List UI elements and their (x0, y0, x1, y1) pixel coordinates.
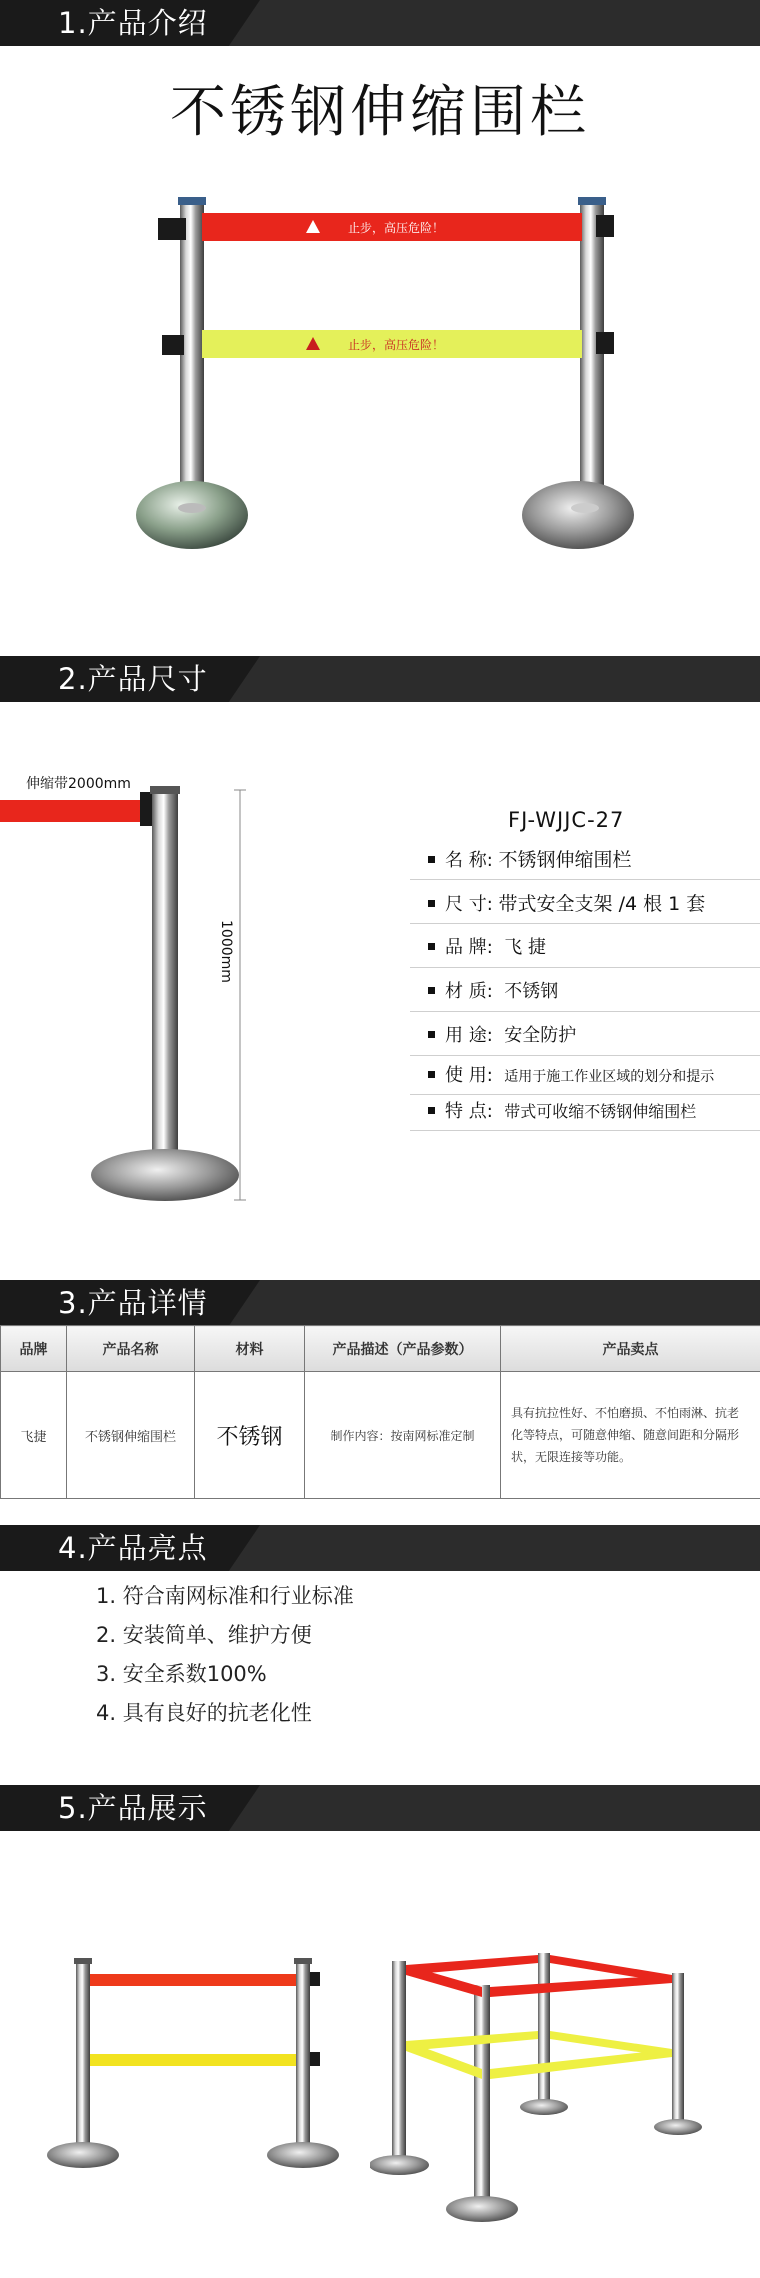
table-header-row (1, 1326, 760, 1372)
yellow-tape-text: 止步，高压危险！ (348, 338, 445, 352)
spec-value: 适用于施工作业区域的划分和提示 (504, 1069, 715, 1085)
showcase-yellow-tape (550, 2031, 672, 2057)
spec-label: 用 途: (445, 1025, 493, 1046)
header-brand: 品牌 (1, 1326, 67, 1372)
spec-divider (410, 1011, 760, 1012)
header-product-name: 产品名称 (67, 1326, 195, 1372)
bullet (428, 987, 435, 994)
spec-label: 特 点: (445, 1101, 493, 1122)
right-post (522, 197, 634, 549)
bullet (428, 943, 435, 950)
spec-label: 使 用: (445, 1065, 493, 1086)
header-material: 材料 (195, 1326, 305, 1372)
cell-product-name: 不锈钢伸缩围栏 (67, 1372, 195, 1499)
section-header-showcase (0, 1785, 760, 1831)
spec-divider (410, 923, 760, 924)
spec-divider (410, 1130, 760, 1131)
spec-divider (410, 967, 760, 968)
spec-label: 尺 寸: (445, 894, 493, 915)
spec-value: 不锈钢伸缩围栏 (498, 849, 632, 871)
showcase-red-tape (90, 1974, 296, 1986)
cell-description: 制作内容：按南网标准定制 (305, 1372, 501, 1499)
model-number: FJ-WJJC-27 (508, 808, 625, 832)
red-tape-text: 止步，高压危险！ (348, 221, 445, 235)
spec-value: 带式可收缩不锈钢伸缩围栏 (504, 1102, 697, 1121)
section-header-highlights (0, 1525, 760, 1571)
section-title: 2.产品尺寸 (58, 662, 208, 696)
bullet (428, 1031, 435, 1038)
section-title: 5.产品展示 (58, 1791, 208, 1825)
spec-row-usage (410, 1018, 760, 1054)
highlight-item: 4. 具有良好的抗老化性 (96, 1701, 312, 1725)
cell-brand: 飞捷 (1, 1372, 67, 1499)
showcase-red-tape (550, 1955, 672, 1983)
spec-divider (410, 879, 760, 880)
spec-value: 飞 捷 (504, 937, 546, 958)
bullet (428, 1071, 435, 1078)
cell-material: 不锈钢 (195, 1372, 305, 1499)
showcase-red-tape (406, 1955, 538, 1975)
spec-divider (410, 1055, 760, 1056)
bullet (428, 856, 435, 863)
dimension-diagram (0, 770, 300, 1220)
showcase-yellow-tape (406, 2031, 538, 2051)
yellow-tape (202, 330, 582, 358)
spec-row-size (410, 886, 760, 922)
section-title: 1.产品介绍 (58, 6, 208, 40)
spec-row-brand (410, 930, 760, 966)
section-header-intro (0, 0, 760, 46)
spec-row-material (410, 974, 760, 1010)
spec-label: 品 牌: (445, 937, 493, 958)
bullet (428, 1107, 435, 1114)
spec-row-application (410, 1058, 760, 1094)
product-photo-main (120, 180, 660, 580)
showcase-photo-four-posts (370, 1945, 750, 2245)
section-title: 4.产品亮点 (58, 1531, 208, 1565)
spec-value: 安全防护 (504, 1025, 577, 1046)
header-description: 产品描述（产品参数） (305, 1326, 501, 1372)
spec-row-feature (410, 1094, 760, 1130)
detail-table (0, 1325, 760, 1499)
spec-value: 带式安全支架 /4 根 1 套 (498, 893, 706, 915)
highlight-item: 2. 安装简单、维护方便 (96, 1623, 312, 1647)
table-row (1, 1372, 760, 1499)
cell-selling-point: 具有抗拉性好、不怕磨损、不怕雨淋、抗老化等特点，可随意伸缩、随意间距和分隔形状，无限连接等功能。 (501, 1372, 760, 1499)
left-post (136, 197, 248, 549)
highlight-item: 1. 符合南网标准和行业标准 (96, 1584, 354, 1608)
section-title: 3.产品详情 (58, 1286, 208, 1320)
red-tape (202, 213, 582, 241)
header-selling-point: 产品卖点 (501, 1326, 760, 1372)
product-title: 不锈钢伸缩围栏 (170, 80, 590, 145)
highlight-item: 3. 安全系数100% (96, 1662, 267, 1686)
spec-row-name (410, 842, 760, 878)
spec-label: 名 称: (445, 850, 493, 871)
section-header-details (0, 1280, 760, 1326)
showcase-photo-two-posts (30, 1950, 360, 2190)
spec-label: 材 质: (445, 981, 493, 1002)
showcase-yellow-tape (90, 2054, 296, 2066)
tape-length-label: 伸缩带2000mm (26, 776, 131, 792)
bullet (428, 900, 435, 907)
spec-value: 不锈钢 (504, 981, 559, 1002)
post-height-label: 1000mm (218, 920, 234, 983)
showcase-yellow-tape (490, 2049, 672, 2079)
section-header-size (0, 656, 760, 702)
tape-segment (0, 800, 150, 822)
